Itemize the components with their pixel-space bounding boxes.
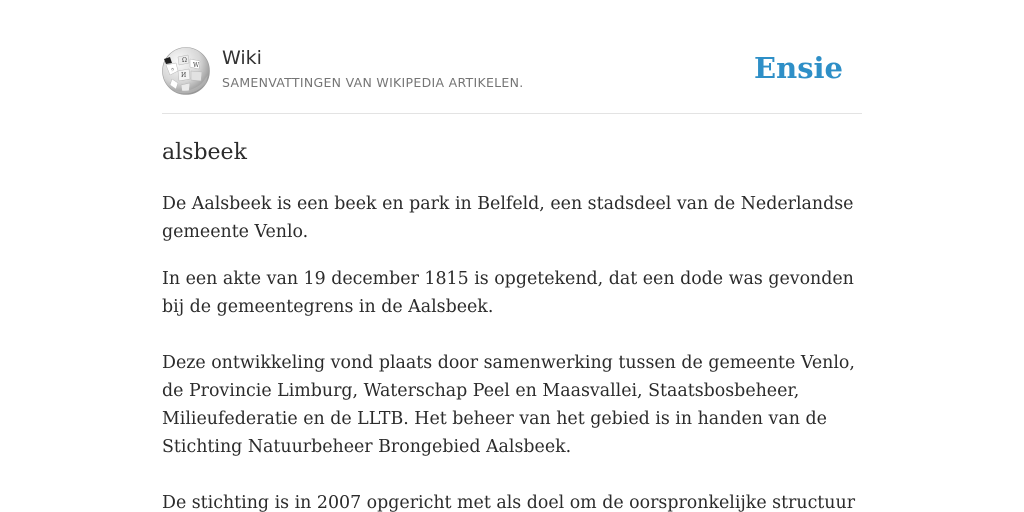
article-body xyxy=(162,190,862,512)
site-tagline: SAMENVATTINGEN VAN WIKIPEDIA ARTIKELEN. xyxy=(222,75,524,90)
site-header xyxy=(162,0,862,114)
article-title: alsbeek xyxy=(162,140,247,165)
svg-text:W: W xyxy=(193,62,200,69)
article-paragraph: In een akte van 19 december 1815 is opgetekend, dat een dode was gevonden bij de gemeentegrens in de Aalsbeek. xyxy=(162,269,854,317)
svg-text:ゥ: ゥ xyxy=(170,67,176,73)
ensie-brand-link[interactable]: Ensie xyxy=(754,51,843,85)
svg-text:И: И xyxy=(181,72,187,79)
svg-text:Ω: Ω xyxy=(182,57,187,64)
article-paragraph: Deze ontwikkeling vond plaats door samenwerking tussen de gemeente Venlo, de Provincie Limburg, Waterschap Peel en Maasvallei, Staatsbosbeheer, Milieufederatie en de LLTB. Het beheer van het gebied is in handen van de Stichting Natuurbeheer Brongebied Aalsbeek. xyxy=(162,353,855,457)
article-paragraph: De stichting is in 2007 opgericht met als doel om de oorspronkelijke structuur xyxy=(162,493,856,512)
wikipedia-globe-icon[interactable] xyxy=(162,47,210,95)
article-paragraph: De Aalsbeek is een beek en park in Belfeld, een stadsdeel van de Nederlandse gemeente Venlo. xyxy=(162,194,854,242)
content-column xyxy=(162,0,862,512)
site-name[interactable]: Wiki xyxy=(222,47,262,69)
